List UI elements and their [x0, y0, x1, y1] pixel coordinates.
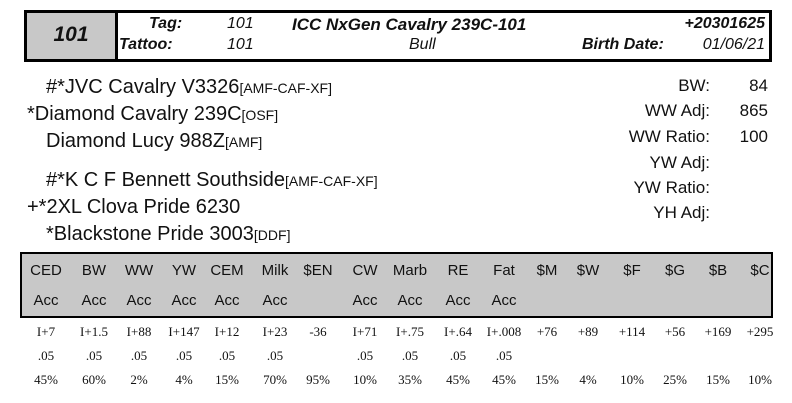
epd-percentile: 25% [663, 372, 687, 387]
epd-value: I+.75 [396, 324, 424, 339]
epd-value: I+1.5 [80, 324, 108, 339]
epd-percentile: 10% [353, 372, 377, 387]
epd-accuracy: .05 [37, 348, 55, 363]
epd-value: I+88 [126, 324, 152, 339]
epd-acc-label: Acc [171, 292, 197, 309]
epd-acc-label: Acc [81, 292, 107, 309]
epd-percentile: 15% [706, 372, 730, 387]
epd-percentile: 60% [82, 372, 106, 387]
epd-percentile: 70% [263, 372, 287, 387]
epd-acc-label: Acc [352, 292, 378, 309]
animal-sex: Bull [409, 36, 436, 53]
epd-percentile: 10% [620, 372, 644, 387]
epd-value: -36 [309, 324, 327, 339]
epd-value: +114 [618, 324, 646, 339]
epd-trait: WW [124, 262, 154, 279]
epd-acc-label: Acc [33, 292, 59, 309]
epd-value: +295 [746, 324, 774, 339]
pedigree-dam-sire: #*K C F Bennett Southside[AMF-CAF-XF] [46, 169, 378, 191]
pedigree-dam: +*2XL Clova Pride 6230 [27, 196, 241, 218]
epd-value: I+23 [262, 324, 288, 339]
epd-trait: $EN [303, 262, 333, 279]
epd-value: I+.008 [486, 324, 522, 339]
birth-date-value: 01/06/21 [702, 36, 765, 53]
epd-trait: $C [750, 262, 770, 279]
epd-value: +56 [664, 324, 686, 339]
epd-percentile: 45% [34, 372, 58, 387]
epd-accuracy: .05 [401, 348, 419, 363]
epd-percentile: 2% [130, 372, 148, 387]
tag-value: 101 [227, 15, 254, 32]
epd-percentile: 15% [535, 372, 559, 387]
ww-ratio-value: 100 [739, 127, 768, 146]
tattoo-value: 101 [227, 36, 254, 53]
epd-trait: YW [171, 262, 197, 279]
epd-percentile: 45% [492, 372, 516, 387]
registration-number: +20301625 [684, 15, 765, 32]
epd-value: I+7 [36, 324, 56, 339]
epd-acc-label: Acc [262, 292, 288, 309]
epd-percentile: 45% [446, 372, 470, 387]
epd-value: I+.64 [444, 324, 472, 339]
epd-accuracy: .05 [85, 348, 103, 363]
bw-label: BW: [678, 76, 710, 95]
epd-percentile: 4% [175, 372, 193, 387]
epd-percentile: 15% [215, 372, 239, 387]
birth-date-label: Birth Date: [582, 36, 664, 53]
epd-trait: Marb [392, 262, 428, 279]
tag-label: Tag: [149, 15, 183, 32]
epd-value: +89 [577, 324, 599, 339]
epd-value: I+147 [168, 324, 200, 339]
yw-ratio-label: YW Ratio: [633, 178, 710, 197]
lot-number-box [27, 13, 118, 59]
ww-adj-label: WW Adj: [644, 101, 710, 120]
epd-percentile: 4% [579, 372, 597, 387]
tattoo-label: Tattoo: [119, 36, 173, 53]
epd-percentile: 95% [306, 372, 330, 387]
epd-accuracy: .05 [130, 348, 148, 363]
epd-trait: $M [536, 262, 558, 279]
epd-trait: $G [664, 262, 685, 279]
epd-trait: CW [352, 262, 378, 279]
epd-acc-label: Acc [445, 292, 471, 309]
epd-accuracy: .05 [175, 348, 193, 363]
epd-trait: Fat [493, 262, 515, 279]
epd-trait: $F [623, 262, 641, 279]
pedigree-dam-dam: *Blackstone Pride 3003[DDF] [46, 223, 291, 245]
animal-name: ICC NxGen Cavalry 239C-101 [292, 15, 527, 34]
lot-number: 101 [53, 23, 89, 46]
epd-percentile: 10% [748, 372, 772, 387]
yh-adj-label: YH Adj: [653, 203, 710, 222]
epd-trait: $W [576, 262, 600, 279]
yw-adj-label: YW Adj: [649, 153, 710, 172]
epd-trait: CED [30, 262, 62, 279]
pedigree-sire-sire: #*JVC Cavalry V3326[AMF-CAF-XF] [46, 76, 332, 98]
epd-acc-label: Acc [126, 292, 152, 309]
epd-trait: Milk [261, 262, 289, 279]
pedigree-sire-dam: Diamond Lucy 988Z[AMF] [46, 130, 263, 152]
epd-trait: CEM [210, 262, 244, 279]
bw-value: 84 [749, 76, 768, 95]
epd-accuracy: .05 [356, 348, 374, 363]
epd-value: I+71 [352, 324, 378, 339]
pedigree-sire: *Diamond Cavalry 239C[OSF] [27, 103, 279, 125]
epd-percentile: 35% [398, 372, 422, 387]
epd-acc-label: Acc [214, 292, 240, 309]
epd-value: +169 [704, 324, 732, 339]
epd-trait: RE [447, 262, 469, 279]
epd-value: I+12 [214, 324, 240, 339]
ww-adj-value: 865 [739, 101, 768, 120]
ww-ratio-label: WW Ratio: [628, 127, 710, 146]
epd-accuracy: .05 [218, 348, 236, 363]
epd-accuracy: .05 [449, 348, 467, 363]
epd-trait: $B [708, 262, 728, 279]
epd-acc-label: Acc [491, 292, 517, 309]
animal-header [24, 10, 772, 62]
epd-trait: BW [81, 262, 107, 279]
epd-value: +76 [536, 324, 558, 339]
epd-acc-label: Acc [397, 292, 423, 309]
epd-accuracy: .05 [495, 348, 513, 363]
epd-accuracy: .05 [266, 348, 284, 363]
